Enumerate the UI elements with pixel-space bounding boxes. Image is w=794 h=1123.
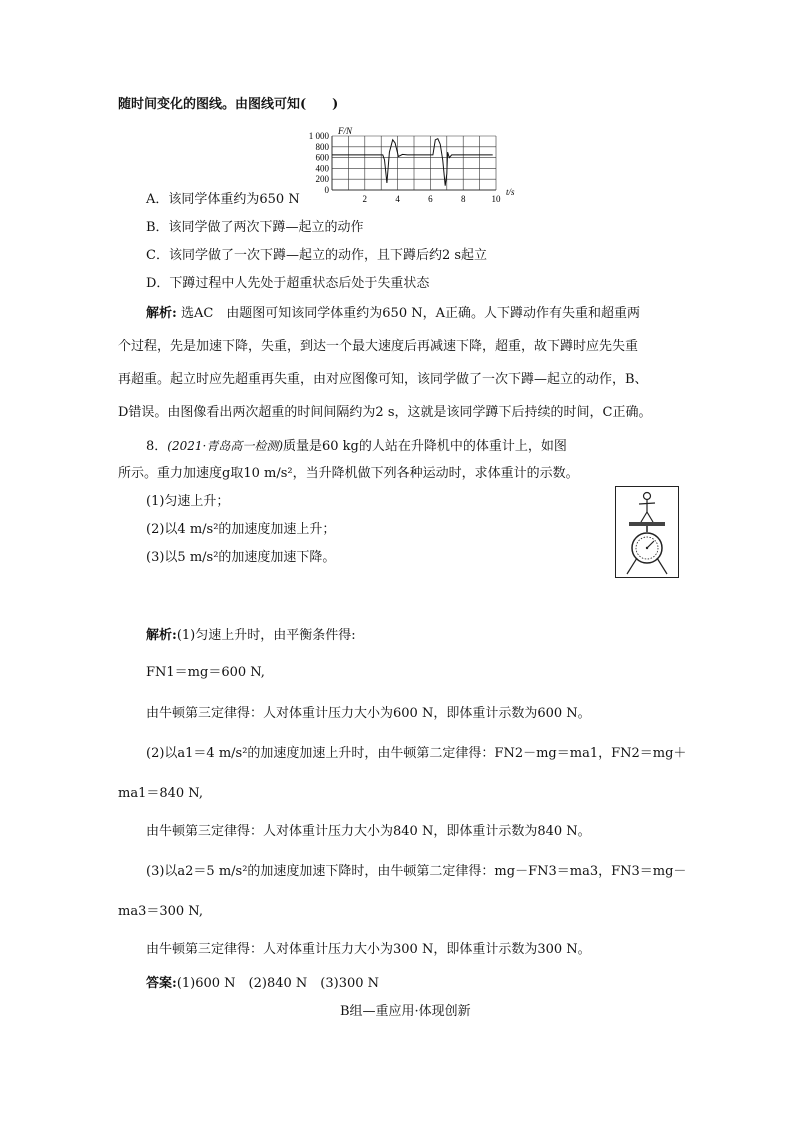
x-tick-label: 4: [395, 194, 400, 204]
question-stem-tail: 随时间变化的图线。由图线可知( ): [118, 97, 339, 112]
scale-figure: [615, 486, 679, 578]
analysis8-label: 解析:: [146, 628, 177, 643]
analysis8-p3a: (2)以a1＝4 m/s²的加速度加速上升时，由牛顿第二定律得：FN2－mg＝ma1，FN2＝mg＋: [146, 746, 687, 761]
answer-label: 答案:: [146, 976, 177, 991]
y-tick-label: 800: [315, 141, 329, 152]
analysis8-eq1: FN1＝mg＝600 N,: [146, 665, 265, 680]
analysis8-p5a: (3)以a2＝5 m/s²的加速度加速下降时，由牛顿第二定律得：mg－FN3＝ma3，FN3＝mg－: [146, 864, 687, 879]
section-b-heading: B组—重应用·体现创新: [340, 1004, 471, 1019]
y-tick-label: 200: [315, 174, 329, 185]
analysis8-p5b: ma3＝300 N,: [118, 904, 203, 919]
analysis7-label: 解析:: [146, 306, 177, 321]
x-tick-label: 6: [428, 194, 433, 204]
analysis8-p3b: ma1＝840 N,: [118, 786, 203, 801]
option-c: C．该同学做了一次下蹲—起立的动作，且下蹲后约2 s起立: [146, 248, 488, 263]
x-tick-labels: [363, 194, 501, 204]
question8-sub2: (2)以4 m/s²的加速度加速上升；: [146, 522, 336, 537]
question8-sub3: (3)以5 m/s²的加速度加速下降。: [146, 550, 336, 565]
question8-source: (2021·青岛高一检测): [167, 439, 283, 453]
analysis8-p4: 由牛顿第三定律得：人对体重计压力大小为840 N，即体重计示数为840 N。: [146, 824, 591, 839]
y-axis-label: F/N: [338, 126, 353, 136]
question8-line1: 8．(2021·青岛高一检测)质量是60 kg的人站在升降机中的体重计上，如图: [146, 439, 567, 454]
x-axis-label: t/s: [506, 187, 515, 197]
analysis8-line1: 解析:(1)匀速上升时，由平衡条件得:: [146, 628, 356, 643]
analysis7-line2: 个过程，先是加速下降，失重，到达一个最大速度后再减速下降，超重，故下蹲时应先失重: [118, 339, 639, 354]
question8-line2: 所示。重力加速度g取10 m/s²，当升降机做下列各种运动时，求体重计的示数。: [118, 466, 579, 481]
option-d: D．下蹲过程中人先处于超重状态后处于失重状态: [146, 276, 430, 291]
question8-sub1: (1)匀速上升；: [146, 494, 230, 509]
option-b: B．该同学做了两次下蹲—起立的动作: [146, 220, 364, 235]
analysis7-line3: 再超重。起立时应先超重再失重，由对应图像可知，该同学做了一次下蹲—起立的动作，B、: [118, 372, 648, 387]
x-tick-label: 2: [362, 194, 368, 204]
analysis8-p6: 由牛顿第三定律得：人对体重计压力大小为300 N，即体重计示数为300 N。: [146, 942, 591, 957]
force-time-chart: [298, 126, 528, 208]
y-tick-label: 600: [315, 152, 329, 163]
answer-line: 答案:(1)600 N (2)840 N (3)300 N: [146, 976, 380, 991]
analysis7-line1: 解析: 选AC 由题图可知该同学体重约为650 N，A正确。人下蹲动作有失重和超重两: [146, 306, 640, 321]
option-a: A．该同学体重约为650 N: [146, 192, 300, 207]
y-tick-label: 1 000: [308, 131, 329, 141]
x-tick-label: 8: [460, 194, 466, 204]
x-tick-label: 10: [491, 194, 501, 204]
force-curve: [332, 139, 493, 186]
analysis7-line4: D错误。由图像看出两次超重的时间间隔约为2 s，这就是该同学蹲下后持续的时间，C正确。: [118, 405, 652, 420]
analysis8-p2: 由牛顿第三定律得：人对体重计压力大小为600 N，即体重计示数为600 N。: [146, 706, 591, 721]
person-icon: [639, 493, 655, 523]
y-tick-label: 0: [324, 185, 329, 195]
y-tick-labels: [309, 131, 330, 195]
chart-grid: [332, 136, 496, 190]
scale-platform: [629, 522, 665, 526]
y-tick-label: 400: [315, 163, 329, 174]
